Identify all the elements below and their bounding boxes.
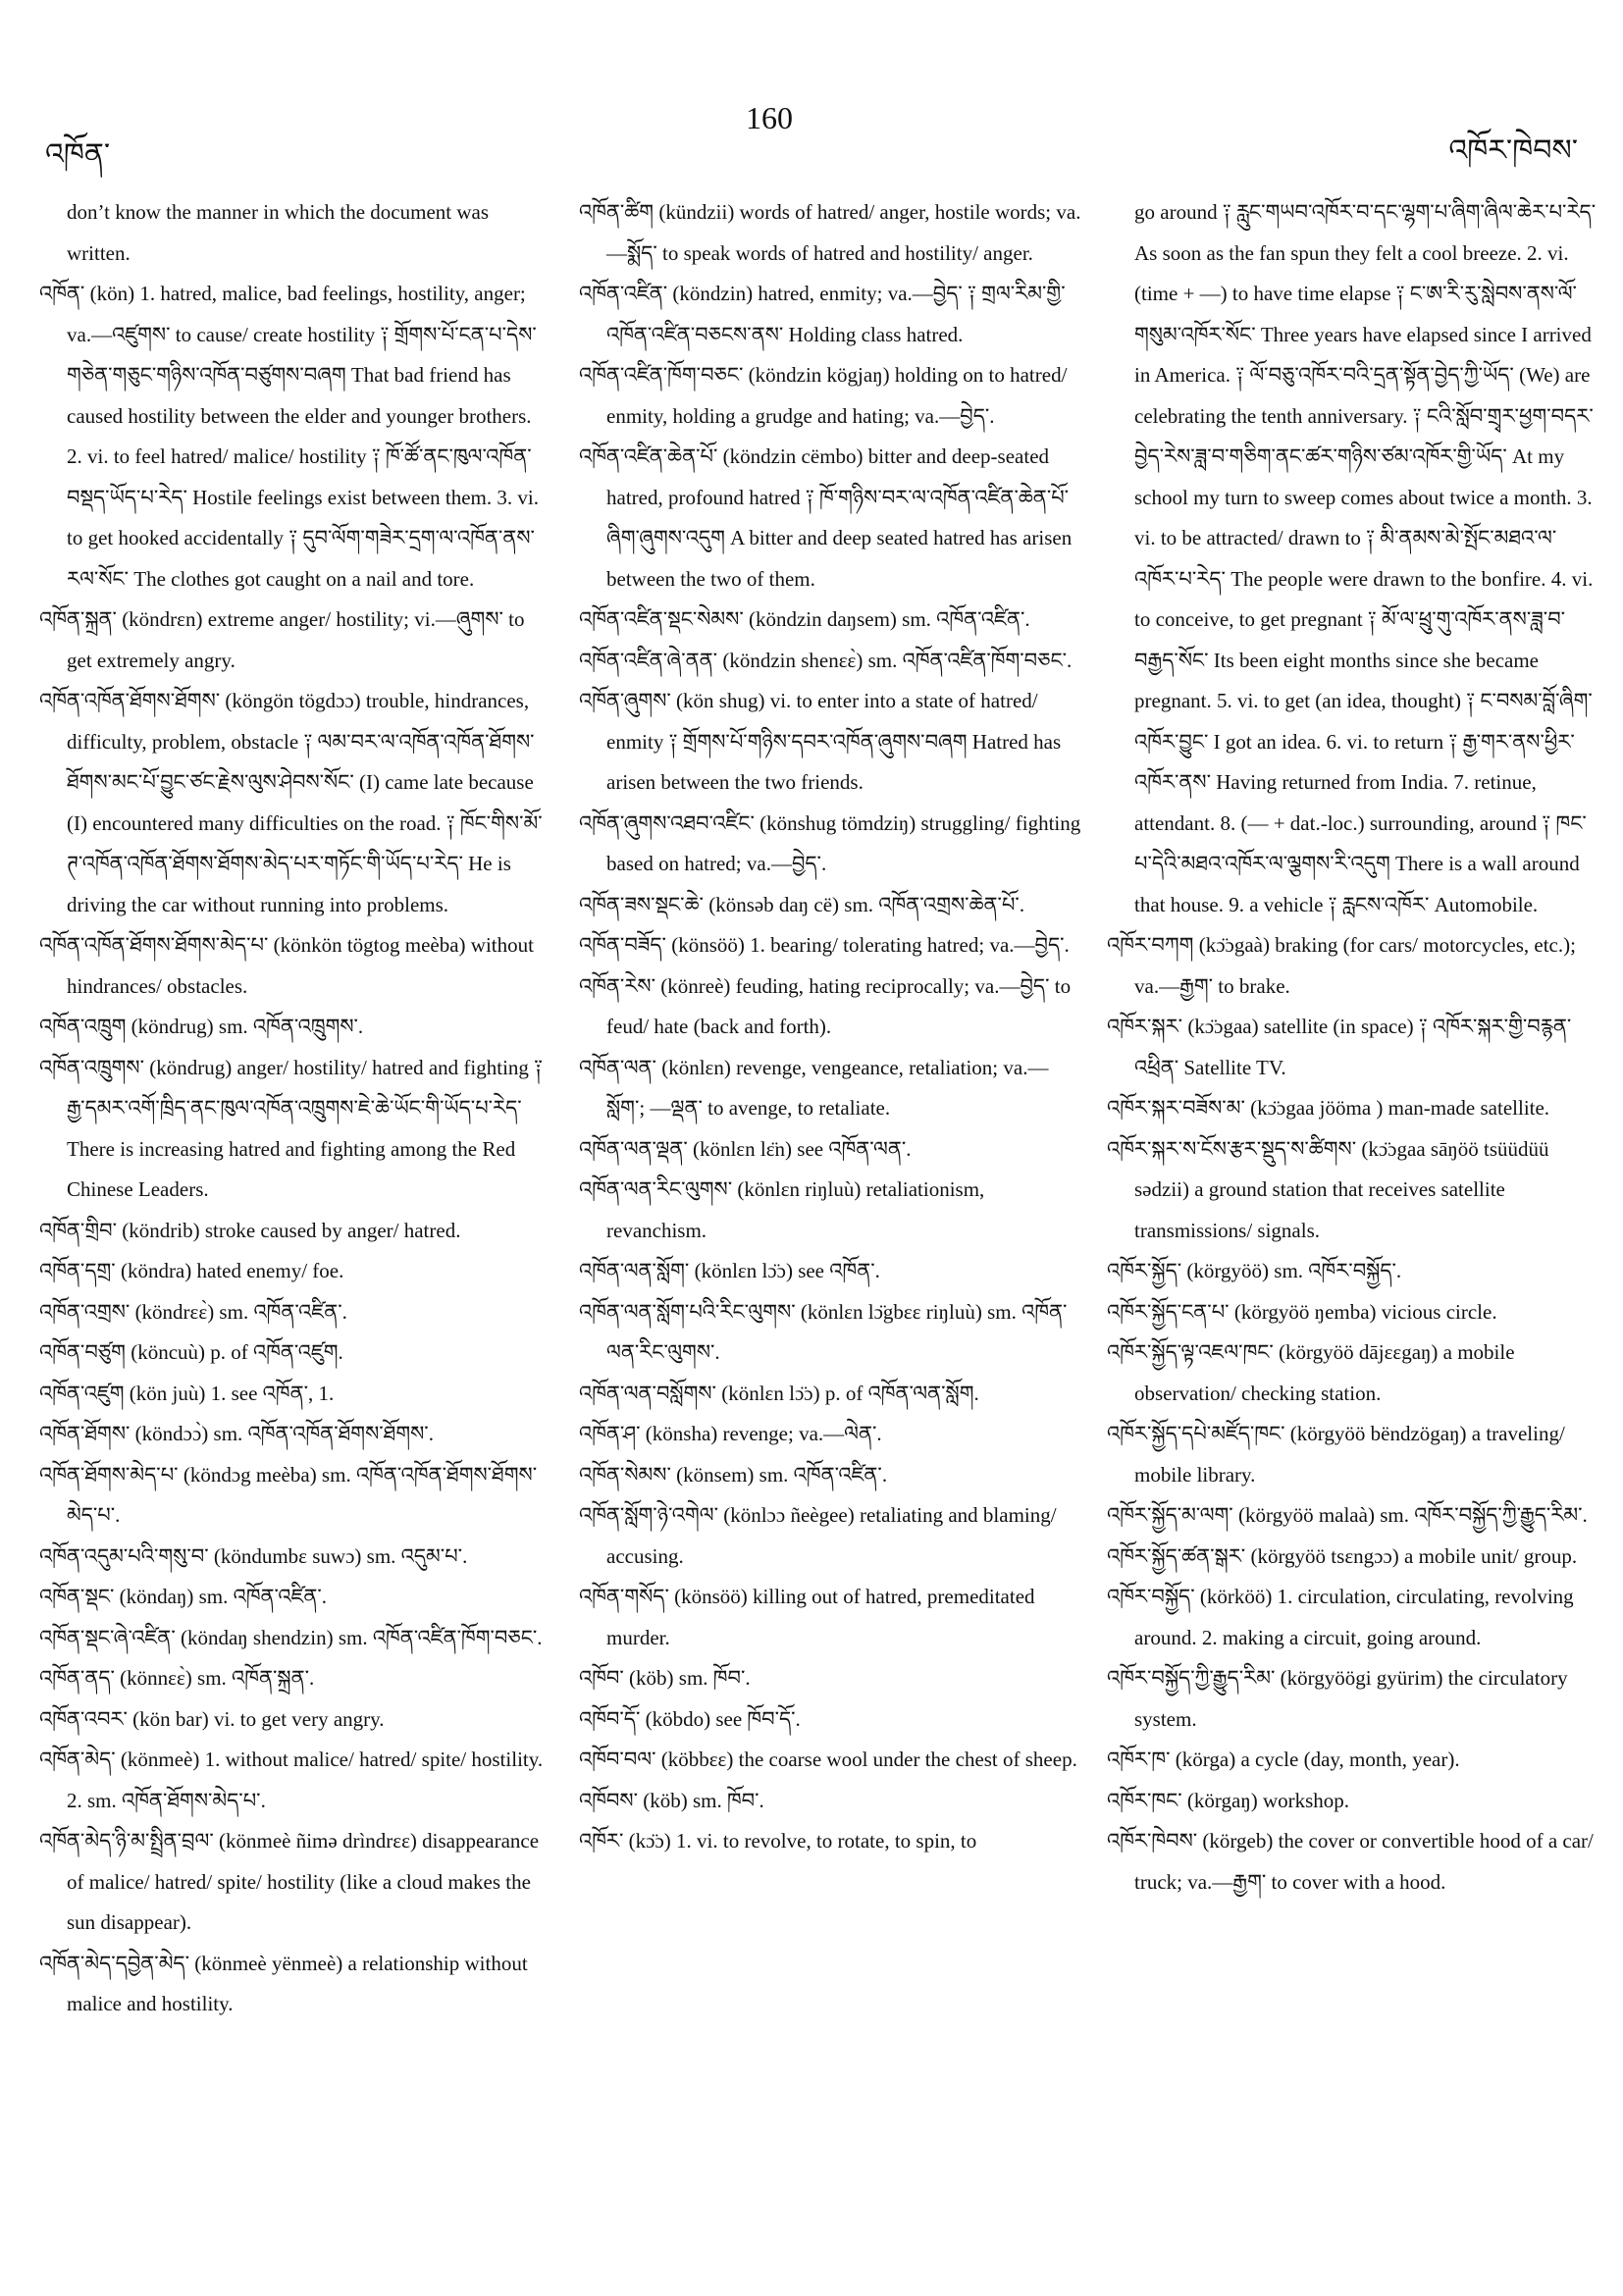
dictionary-entry: འཁོར་སྐྱོད་ངན་པ་ (körgyöö ŋemba) vicious circle. [1107,1299,1497,1324]
dictionary-entry: འཁོན་རེས་ (könreè) feuding, hating reciprocally; va.—བྱེད་ to feud/ hate (back and forth). [579,973,1072,1038]
dictionary-entry: འཁོན་ཤ་ (könsha) revenge; va.—ལེན་. [579,1422,882,1445]
dictionary-entry: འཁོར་སྐར་ས་ངོས་རྩར་སྡུད་ས་ཚིགས་ (kɔ̈ɔgaa sāŋöö tsüüdüü sədzii) a ground station that receives satellite transmissions/ signals. [1107,1136,1549,1242]
dictionary-entry: འཁོན་ཐོགས་མེད་པ་ (köndɔg meèba) sm. འཁོན་འཁོན་ཐོགས་ཐོགས་མེད་པ་. [39,1462,538,1527]
page-header [0,0,1623,177]
dictionary-entry: འཁོན་ལན་ལྡན་ (könlɛn lɛ̈n) see འཁོན་ལན་. [579,1136,912,1161]
dictionary-entry: འཁོན་ (kön) 1. hatred, malice, bad feelings, hostility, anger; va.—འཛུགས་ to cause/ create hostility ༑ གྲོགས་པོ་ངན་པ་དེས་གཅེན་གཅུང་གཉིས་འཁོན་བཙུགས་བཞག That bad friend has caused hostility between the elder and younger brothers. 2. vi. to feel hatred/ malice/ hostility ༑ ཁོ་ཚོ་ནང་ཁུལ་འཁོན་བསྡད་ཡོད་པ་རེད་ Hostile feelings exist between them. 3. vi. to get hooked accidentally ༑ དུབ་ལོག་གཟེར་དྲག་ལ་འཁོན་ནས་རལ་སོང་ The clothes got caught on a nail and tore. [39,282,539,591]
dictionary-entry: འཁོན་ཞུགས་འཐབ་འཛིང་ (könshug tömdziŋ) struggling/ fighting based on hatred; va.—བྱེད་. [579,810,1081,875]
dictionary-entry: འཁོན་ལན་ (könlɛn) revenge, vengeance, retaliation; va.—སློག་; —ལྡན་ to avenge, to retaliate. [579,1055,1049,1120]
dictionary-column-1 [39,192,550,2272]
dictionary-entry: འཁོན་འདུམ་པའི་གསུ་བ་ (köndumbɛ suwɔ) sm. འདུམ་པ་. [39,1543,468,1568]
dictionary-entry: འཁོན་བཙུག (köncuù) p. of འཁོན་འཛུག. [39,1340,343,1364]
dictionary-entry: འཁོན་འཁྲུག (köndrug) sm. འཁོན་འཁྲུགས་. [39,1015,364,1038]
dictionary-entry: འཁོར་སྐྱོད་ (körgyöö) sm. འཁོར་བསྐྱོད་. [1107,1259,1402,1282]
dictionary-entry: འཁོན་མེད་ (könmeè) 1. without malice/ hatred/ spite/ hostility. 2. sm. འཁོན་ཐོགས་མེད་པ་. [39,1748,544,1812]
dictionary-entry: འཁོན་འཛིན་ཞེ་ནན་ (köndzin shenɛɛ̀) sm. འཁོན་འཛིན་ཁོག་བཅང་. [579,648,1073,672]
dictionary-entry: འཁོར་ (kɔ̈ɔ) 1. vi. to revolve, to rotate, to spin, to [579,1829,977,1852]
dictionary-entry: འཁོན་སེམས་ (könsem) sm. འཁོན་འཛིན་. [579,1462,888,1487]
dictionary-entry: འཁོན་འགྲས་ (köndrɛɛ̀) sm. འཁོན་འཛིན་. [39,1299,347,1324]
dictionary-entry: འཁོན་ལན་བསློགས་ (könlɛn lɔ̈ɔ) p. of འཁོན་ལན་སློག. [579,1381,979,1405]
dictionary-column-2 [579,192,1081,2272]
dictionary-entry: འཁོན་འབར་ (kön bar) vi. to get very angry. [39,1706,385,1731]
dictionary-entry: འཁོན་འཁྲུགས་ (köndrug) anger/ hostility/ hatred and fighting ༑ རྒྱ་དམར་འགོ་ཁྲིད་ནང་ཁུལ་འཁོན་འཁྲུགས་ཇེ་ཆེ་ཡོང་གི་ཡོད་པ་རེད་ There is increasing hatred and fighting among the Red Chinese Leaders. [39,1055,544,1201]
dictionary-entry: འཁོར་ཁ་ (körga) a cycle (day, month, year). [1107,1748,1460,1771]
dictionary-entry: འཁོན་སྡང་ (köndaŋ) sm. འཁོན་འཛིན་. [39,1585,328,1608]
dictionary-entry: འཁོན་ཐོགས་ (köndɔɔ̀) sm. འཁོན་འཁོན་ཐོགས་ཐོགས་. [39,1422,434,1445]
dictionary-entry: འཁོན་ལན་སློག་ (könlɛn lɔ̈ɔ) see འཁོན་. [579,1259,880,1282]
dictionary-entry: འཁོན་སློག་ཉེ་འགེལ་ (könlɔɔ ñeègee) retaliating and blaming/ accusing. [579,1503,1057,1568]
dictionary-entry: འཁོན་ཞུགས་ (kön shug) vi. to enter into a state of hatred/ enmity ༑ གྲོགས་པོ་གཉིས་དབར་འཁོན་ཞུགས་བཞག Hatred has arisen between the two friends. [579,689,1062,794]
dictionary-entry: འཁོན་ལན་སློག་པའི་རིང་ལུགས་ (könlɛn lɔ̈gbɛɛ riŋluù) sm. འཁོན་ལན་རིང་ལུགས་. [579,1299,1068,1364]
dictionary-entry: འཁོན་མེད་ཉི་མ་སྤྲིན་བྲལ་ (könmeè ñimə drìndrɛɛ) disappearance of malice/ hatred/ spite/ hostility (like a cloud makes the sun disappear). [39,1829,540,1934]
dictionary-entry: འཁོན་གྲིབ་ (köndrib) stroke caused by anger/ hatred. [39,1218,461,1242]
dictionary-entry: འཁོན་འཁོན་ཐོགས་ཐོགས་མེད་པ་ (könkön tögtog meèba) without hindrances/ obstacles. [39,933,534,998]
dictionary-entry: འཁོན་སྐྲན་ (köndrɛn) extreme anger/ hostility; vi.—ཞུགས་ to get extremely angry. [39,607,525,672]
dictionary-entry: འཁོན་ཚིག (kündzii) words of hatred/ anger, hostile words; va.—སྨོད་ to speak words of hatred and hostility/ anger. [579,200,1081,265]
dictionary-entry: འཁོར་སྐར་ (kɔ̈ɔgaa) satellite (in space) ༑ འཁོར་སྐར་གྱི་བརྙན་འཕྲིན་ Satellite TV. [1107,1015,1572,1079]
dictionary-entry: འཁོན་འཁོན་ཐོགས་ཐོགས་ (köngön tögdɔɔ) trouble, hindrances, difficulty, problem, obstacle ༑ ལམ་བར་ལ་འཁོན་འཁོན་ཐོགས་ཐོགས་མང་པོ་བྱུང་ཙང་རྗེས་ལུས་ཤེབས་སོང་ (I) came late because (I) encountered many difficulties on the road. ༑ ཁོང་གིས་མོ་ཊ་འཁོན་འཁོན་ཐོགས་ཐོགས་མེད་པར་གཏོང་གི་ཡོད་པ་རེད་ He is driving the car without running into problems. [39,689,543,916]
dictionary-entry: འཁོར་བཀག (kɔ̈ɔgaà) braking (for cars/ motorcycles, etc.); va.—རྒྱག་ to brake. [1107,933,1576,998]
dictionary-entry: འཁོན་ཟས་སྡང་ཆེ་ (könsəb daŋ cë) sm. འཁོན་འགྲས་ཆེན་པོ་. [579,892,1025,916]
dictionary-entry: འཁོར་སྐྱོད་ལྟ་འཇལ་ཁང་ (körgyöö dājɛɛgaŋ) a mobile observation/ checking station. [1107,1340,1515,1405]
right-guide-word: འཁོར་ཁེབས་ [1448,134,1578,167]
dictionary-entry: འཁོབས་ (köb) sm. ཁོབ་. [579,1788,764,1812]
dictionary-entry: འཁོར་སྐྱོད་དཔེ་མཛོད་ཁང་ (körgyöö bëndzögaŋ) a traveling/ mobile library. [1107,1422,1565,1487]
dictionary-column-3 [1107,192,1597,2272]
left-guide-word: འཁོན་ [45,138,111,171]
dictionary-entry: འཁོན་འཛིན་སྡང་སེམས་ (köndzin daŋsem) sm. འཁོན་འཛིན་. [579,607,1030,631]
dictionary-entry: འཁོར་སྐར་བཟོས་མ་ (kɔ̈ɔgaa jööma ) man-made satellite. [1107,1096,1550,1120]
dictionary-entry: འཁོན་དགྲ་ (köndra) hated enemy/ foe. [39,1259,344,1282]
dictionary-entry: འཁོན་ནད་ (könnɛɛ̀) sm. འཁོན་སྐྲན་. [39,1666,315,1690]
dictionary-entry: འཁོར་སྐྱོད་ཚན་སྒར་ (körgyöö tsɛngɔɔ) a mobile unit/ group. [1107,1543,1578,1568]
dictionary-entry: འཁོན་གསོད་ (könsöö) killing out of hatred, premeditated murder. [579,1585,1035,1649]
dictionary-entry: འཁོབ་ (köb) sm. ཁོབ་. [579,1666,751,1690]
dictionary-entry: འཁོར་ཁེབས་ (körgeb) the cover or convertible hood of a car/ truck; va.—རྒྱག་ to cover with a hood. [1107,1829,1594,1894]
dictionary-entry: འཁོན་ལན་རིང་ལུགས་ (könlɛn riŋluù) retaliationism, revanchism. [579,1177,985,1242]
dictionary-entry: འཁོན་སྡང་ཞེ་འཛིན་ (köndaŋ shendzin) sm. འཁོན་འཛིན་ཁོག་བཅང་. [39,1625,543,1649]
dictionary-entry: འཁོན་འཛིན་ཁོག་བཅང་ (köndzin kögjaŋ) holding on to hatred/ enmity, holding a grudge and hating; va.—བྱེད་. [579,363,1068,428]
dictionary-entry: འཁོན་འཛིན་ཆེན་པོ་ (köndzin cëmbo) bitter and deep-seated hatred, profound hatred ༑ ཁོ་གཉིས་བར་ལ་འཁོན་འཛིན་ཆེན་པོ་ཞིག་ཞུགས་འདུག A bitter and deep seated hatred has arisen between the two of them. [579,444,1073,591]
dictionary-entry: འཁོར་སྐྱོད་མ་ལག་ (körgyöö malaà) sm. འཁོར་བསྐྱོད་ཀྱི་རྒྱུད་རིམ་. [1107,1503,1588,1527]
dictionary-entry: འཁོན་མེད་དབྱེན་མེད་ (könmeè yënmeè) a relationship without malice and hostility. [39,1951,528,2015]
dictionary-entry: འཁོབ་བལ་ (köbbɛɛ) the coarse wool under the chest of sheep. [579,1748,1077,1771]
dictionary-entry: འཁོར་བསྐྱོད་ཀྱི་རྒྱུད་རིམ་ (körgyöögi gyürim) the circulatory system. [1107,1666,1568,1731]
dictionary-entry: འཁོར་ཁང་ (körgaŋ) workshop. [1107,1788,1350,1812]
dictionary-entry: འཁོབ་དོ་ (köbdo) see ཁོབ་དོ་. [579,1706,801,1731]
entry-continuation: don’t know the manner in which the document was written. [67,200,490,265]
entry-continuation: go around ༑ རླུང་གཡབ་འཁོར་བ་དང་ལྷག་པ་ཞིག་ཞིལ་ཆེར་པ་རེད་ As soon as the fan spun they felt a cool breeze. 2. vi. (time + —) to have time elapse ༑ ང་ཨ་རི་རུ་སླེབས་ནས་ལོ་གསུམ་འཁོར་སོང་ Three years have elapsed since I arrived in America. ༑ ལོ་བཅུ་འཁོར་བའི་དྲན་སྟོན་བྱེད་ཀྱི་ཡོད་ (We) are celebrating the tenth anniversary. ༑ ངའི་སློབ་གྲྭར་ཕྱག་བདར་བྱེད་རེས་ཟླ་བ་གཅིག་ནང་ཚར་གཉིས་ཙམ་འཁོར་གྱི་ཡོད་ At my school my turn to sweep comes about twice a month. 3. vi. to be attracted/ drawn to ༑ མི་ནམས་མེ་སྤོང་མཐའ་ལ་འཁོར་པ་རེད་ The people were drawn to the bonfire. 4. vi. to conceive, to get pregnant ༑ མོ་ལ་ཕྲུ་གུ་འཁོར་ནས་ཟླ་བ་བརྒྱད་སོང་ Its been eight months since she became pregnant. 5. vi. to get (an idea, thought) ༑ ང་བསམ་བློ་ཞིག་འཁོར་བྱུང་ I got an idea. 6. vi. to return ༑ རྒྱ་གར་ནས་ཕྱིར་འཁོར་ནས་ Having returned from India. 7. retinue, attendant. 8. (— + dat.-loc.) surrounding, around ༑ ཁང་པ་དེའི་མཐའ་འཁོར་ལ་ལྕགས་རི་འདུག There is a wall around that house. 9. a vehicle ༑ རླངས་འཁོར་ Automobile. [1134,200,1597,916]
dictionary-entry: འཁོན་འཛིན་ (köndzin) hatred, enmity; va.—བྱེད་ ༑ གྲལ་རིམ་གྱི་འཁོན་འཛིན་བཅངས་ནས་ Holding class hatred. [579,282,1066,346]
dictionary-entry: འཁོར་བསྐྱོད་ (körköö) 1. circulation, circulating, revolving around. 2. making a circuit, going around. [1107,1585,1574,1649]
page-number: 160 [746,100,793,135]
dictionary-entry: འཁོན་བཟོད་ (könsöö) 1. bearing/ tolerating hatred; va.—བྱེད་. [579,933,1070,957]
dictionary-entry: འཁོན་འཛུག (kön juù) 1. see འཁོན་, 1. [39,1381,335,1405]
